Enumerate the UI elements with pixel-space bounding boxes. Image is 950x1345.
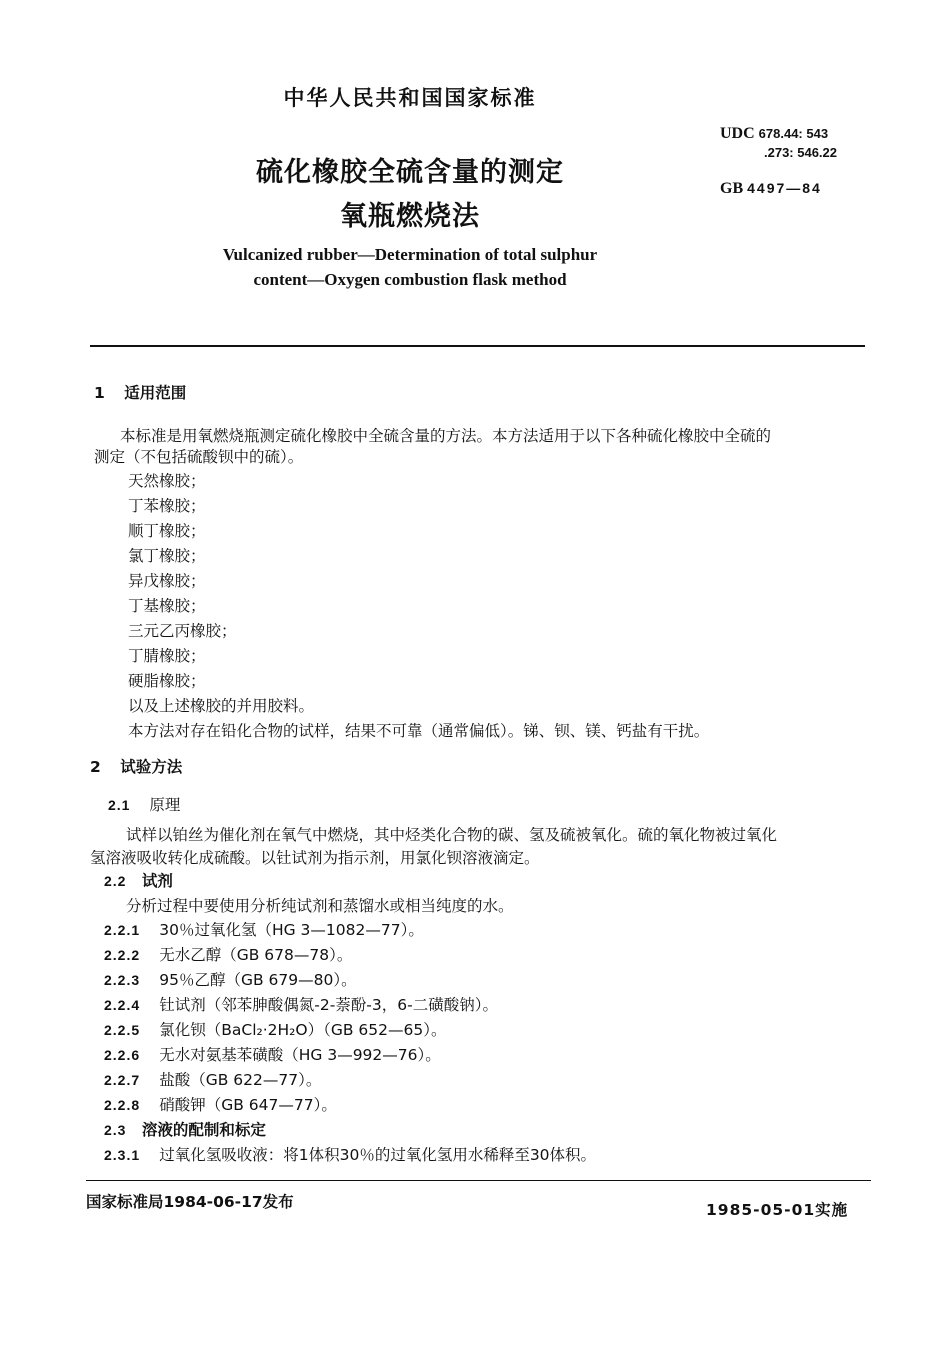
rubber-item: 硬脂橡胶； [128,672,206,690]
reagents-intro: 分析过程中要使用分析纯试剂和蒸馏水或相当纯度的水。 [126,897,514,915]
reagent-item [104,1093,337,1115]
reagent-number: 2.2.1 [104,922,141,938]
section-2-title: 试验方法 [120,758,183,776]
udc-classification [720,124,837,162]
rubber-blends: 以及上述橡胶的并用胶料。 [128,697,315,715]
reagent-item [104,918,424,940]
reagent-text: 95％乙醇（GB 679—80）。 [159,971,357,989]
subsection-2-1-number: 2.1 [108,797,131,813]
gb-code: 4497—84 [747,180,822,196]
reagent-text: 无水乙醇（GB 678—78）。 [159,946,353,964]
rubber-item: 顺丁橡胶； [128,522,206,540]
section-1-title: 适用范围 [124,384,187,402]
solution-text: 过氧化氢吸收液：将1体积30％的过氧化氢用水稀释至30体积。 [159,1146,597,1164]
subsection-2-2-title: 试剂 [141,872,173,890]
reagent-text: 硝酸钾（GB 647—77）。 [159,1096,337,1114]
reagent-number: 2.2.7 [104,1072,141,1088]
subsection-2-2-number: 2.2 [104,873,127,889]
reagent-text: 氯化钡（BaCl₂·2H₂O）（GB 652—65）。 [159,1021,447,1039]
title-en-line1: Vulcanized rubber—Determination of total sulphur [222,245,598,264]
gb-label: GB [720,180,744,197]
issued-date: 国家标准局1984-06-17发布 [86,1193,294,1211]
subsection-2-1-title: 原理 [149,796,181,814]
subsection-2-3-heading [104,1118,266,1140]
footer-divider [86,1180,871,1181]
section-2-number: 2 [90,758,101,776]
national-standard-header: 中华人民共和国国家标准 [283,86,537,110]
principle-line1: 试样以铂丝为催化剂在氧气中燃烧，其中烃类化合物的碳、氢及硫被氧化。硫的氧化物被过氧化 [126,826,778,844]
reagent-item [104,1068,321,1090]
principle-line2: 氢溶液吸收转化成硫酸。以钍试剂为指示剂，用氯化钡溶液滴定。 [90,849,540,867]
rubber-item: 异戊橡胶； [128,572,206,590]
rubber-item: 三元乙丙橡胶； [128,622,237,640]
title-cn-line2: 氧瓶燃烧法 [340,201,480,232]
rubber-item: 天然橡胶； [128,472,206,490]
reagent-text: 无水对氨基苯磺酸（HG 3—992—76）。 [159,1046,441,1064]
rubber-item: 丁苯橡胶； [128,497,206,515]
solution-number: 2.3.1 [104,1147,141,1163]
subsection-2-2-heading [104,869,173,891]
reagent-text: 盐酸（GB 622—77）。 [159,1071,322,1089]
interference-note: 本方法对存在铅化合物的试样，结果不可靠（通常偏低）。锑、钡、镁、钙盐有干扰。 [128,722,710,740]
rubber-item: 氯丁橡胶； [128,547,206,565]
reagent-item [104,993,498,1015]
gb-number [720,180,822,198]
header-divider [90,345,865,347]
reagent-number: 2.2.6 [104,1047,141,1063]
section-1-number: 1 [94,384,105,402]
udc-code-line2: .273: 546.22 [764,145,838,160]
section-1-heading [94,381,186,403]
title-cn-line1: 硫化橡胶全硫含量的测定 [256,157,564,188]
reagent-text: 30％过氧化氢（HG 3—1082—77）。 [159,921,424,939]
subsection-2-3-number: 2.3 [104,1122,127,1138]
rubber-item: 丁基橡胶； [128,597,206,615]
reagent-number: 2.2.8 [104,1097,141,1113]
reagent-item [104,943,352,965]
subsection-2-1-heading [108,793,180,815]
udc-code-line1: 678.44: 543 [758,126,829,141]
udc-label: UDC [720,125,755,142]
reagent-number: 2.2.2 [104,947,141,963]
section-1-intro-line1: 本标准是用氧燃烧瓶测定硫化橡胶中全硫含量的方法。本方法适用于以下各种硫化橡胶中全硫的 [120,427,772,445]
title-en-line2: content—Oxygen combustion flask method [253,270,567,289]
rubber-item: 丁腈橡胶； [128,647,206,665]
reagent-number: 2.2.4 [104,997,141,1013]
reagent-item [104,1043,441,1065]
reagent-number: 2.2.3 [104,972,141,988]
effective-date: 1985-05-01实施 [706,1201,849,1219]
section-2-heading [90,755,182,777]
section-1-intro-line2: 测定（不包括硫酸钡中的硫）。 [94,448,304,466]
solution-item [104,1143,596,1165]
reagent-item [104,968,357,990]
reagent-text: 钍试剂（邻苯胂酸偶氮-2-萘酚-3，6-二磺酸钠）。 [159,996,498,1014]
reagent-item [104,1018,446,1040]
subsection-2-3-title: 溶液的配制和标定 [141,1121,266,1139]
reagent-number: 2.2.5 [104,1022,141,1038]
